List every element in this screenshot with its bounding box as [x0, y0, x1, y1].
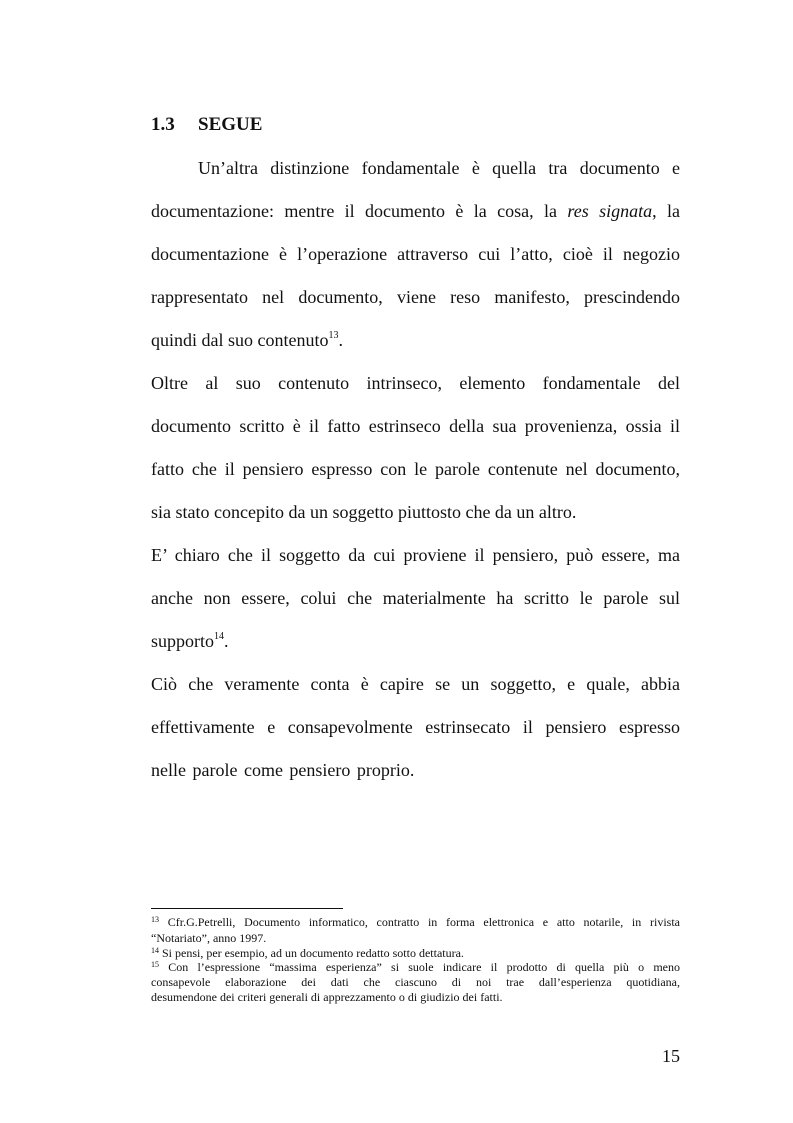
body-line: fatto che il pensiero espresso con le parole contenute nel documento,: [151, 459, 680, 479]
footnote-number: 14: [151, 946, 159, 955]
body-line: [151, 329, 680, 351]
footnote-text: Si pensi, per esempio, ad un documento redatto sotto dettatura.: [159, 946, 464, 960]
footnote-ref-14[interactable]: 14: [214, 631, 224, 642]
footnote-15-cont: consapevole elaborazione dei dati che ciascuno di noi trae dall’esperienza quotidiana,: [151, 975, 680, 989]
footnote-text: Cfr.G.Petrelli, Documento informatico, contratto in forma elettronica e atto notarile, in rivista: [159, 915, 680, 929]
body-line: sia stato concepito da un soggetto piuttosto che da un altro.: [151, 502, 577, 522]
body-line: anche non essere, colui che materialmente ha scritto le parole sul: [151, 588, 680, 608]
footnote-number: 13: [151, 915, 159, 924]
body-text: quindi dal suo contenuto: [151, 330, 329, 350]
body-text: documentazione: mentre il documento è la cosa, la: [151, 201, 568, 221]
footnote-13-cont: “Notariato”, anno 1997.: [151, 931, 267, 945]
footnote-text: Con l’espressione “massima esperienza” si suole indicare il prodotto di quella più o meno: [159, 960, 680, 974]
body-line: rappresentato nel documento, viene reso manifesto, prescindendo: [151, 287, 680, 307]
body-line: E’ chiaro che il soggetto da cui proviene il pensiero, può essere, ma: [151, 545, 680, 565]
body-text: , la: [652, 201, 680, 221]
body-line: Un’altra distinzione fondamentale è quella tra documento e: [198, 158, 680, 178]
section-title: SEGUE: [198, 114, 263, 135]
footnote-15: [151, 961, 680, 974]
body-text: .: [224, 631, 229, 651]
page-number: 15: [662, 1046, 680, 1066]
footnote-ref-13[interactable]: 13: [328, 330, 339, 341]
body-line: documento scritto è il fatto estrinseco della sua provenienza, ossia il: [151, 416, 680, 436]
body-line: Oltre al suo contenuto intrinseco, elemento fondamentale del: [151, 373, 680, 393]
footnote-number: 15: [151, 960, 159, 969]
italic-term: res signata: [567, 201, 653, 221]
body-text: .: [338, 330, 343, 350]
body-line: [151, 200, 680, 222]
body-line: [151, 630, 680, 652]
footnote-13: [151, 916, 680, 929]
body-line: nelle parole come pensiero proprio.: [151, 760, 415, 780]
footnote-15-cont: desumendone dei criteri generali di apprezzamento o di giudizio dei fatti.: [151, 990, 503, 1004]
body-line: effettivamente e consapevolmente estrinsecato il pensiero espresso: [151, 717, 680, 737]
footnote-separator: [151, 908, 343, 909]
body-text: supporto: [151, 631, 214, 651]
section-number: 1.3: [151, 114, 175, 135]
body-line: Ciò che veramente conta è capire se un soggetto, e quale, abbia: [151, 674, 680, 694]
footnote-14: [151, 947, 680, 960]
body-line: documentazione è l’operazione attraverso cui l’atto, cioè il negozio: [151, 244, 680, 264]
section-heading: [151, 114, 262, 136]
